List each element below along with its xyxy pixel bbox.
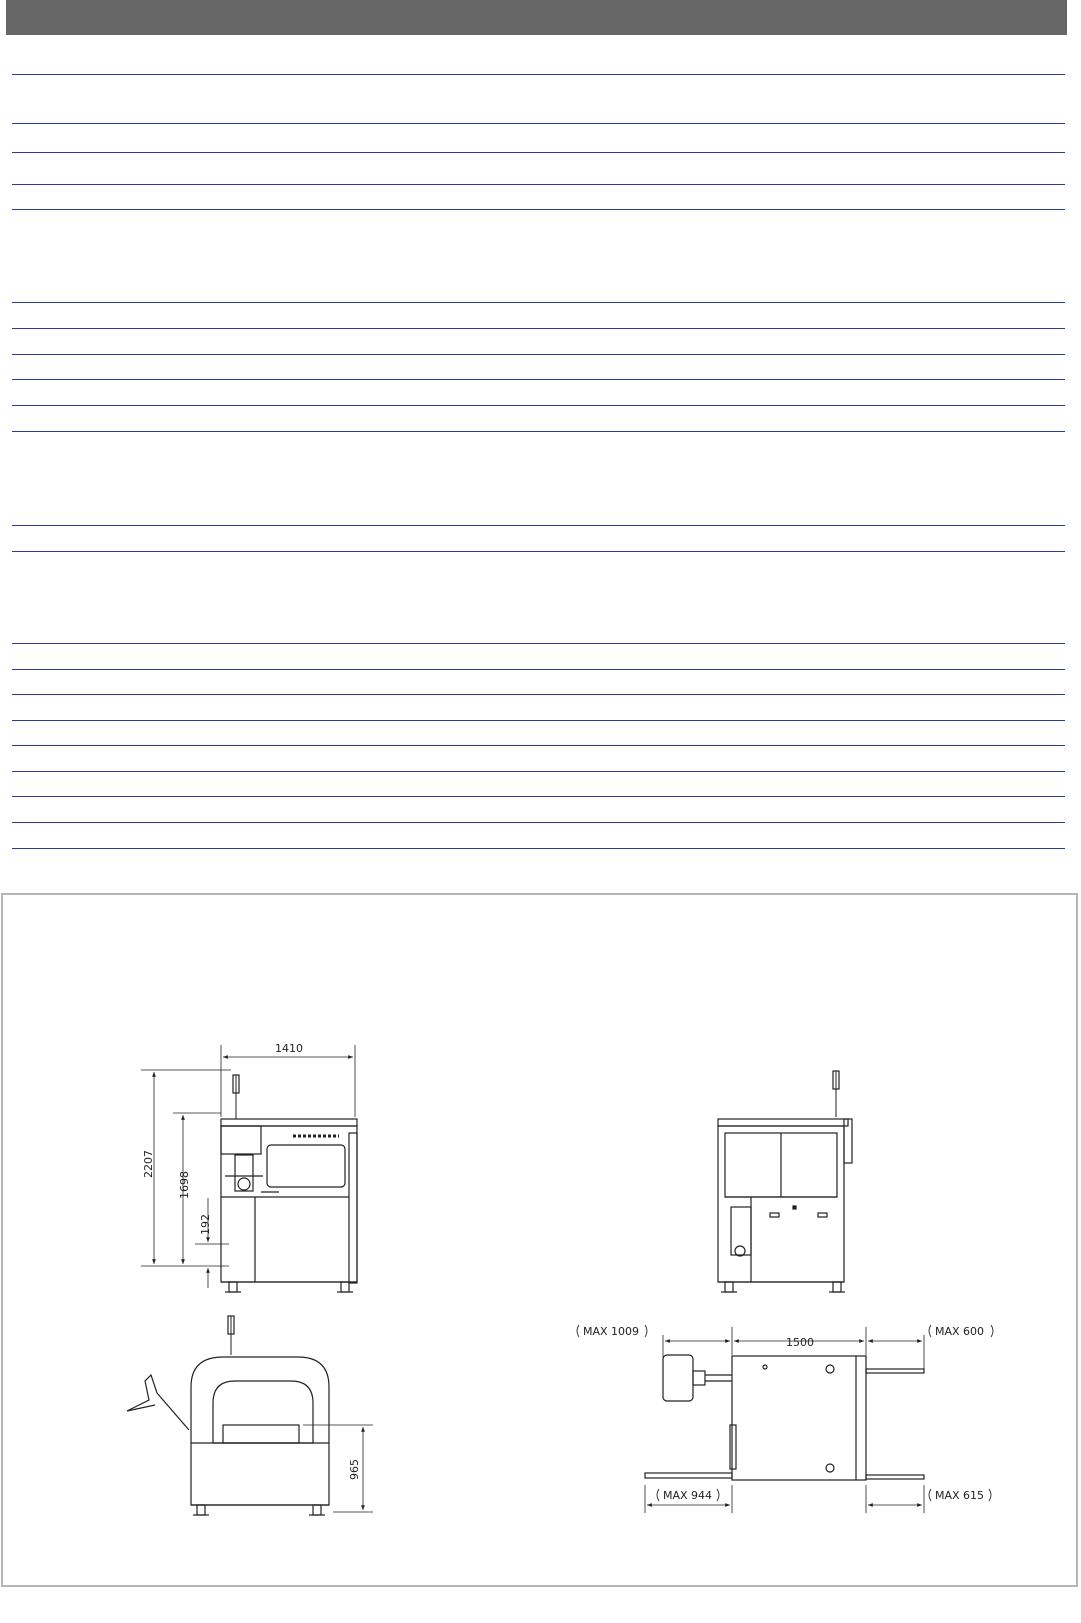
dim-max-600: MAX 600 — [935, 1325, 985, 1338]
front-view-drawing — [127, 1316, 329, 1515]
table-row-divider — [12, 354, 1065, 355]
side-view-dimensions — [141, 1045, 355, 1288]
dim-table-height-965: 965 — [348, 1459, 361, 1480]
table-row-divider — [12, 745, 1065, 746]
table-row-divider — [12, 525, 1065, 526]
side-view-drawing — [221, 1075, 357, 1292]
table-row-divider — [12, 796, 1065, 797]
dim-length-1500: 1500 — [786, 1336, 814, 1349]
table-row-divider — [12, 302, 1065, 303]
drawings-panel — [1, 893, 1078, 1587]
dim-max-1009: MAX 1009 — [583, 1325, 640, 1338]
table-row-divider — [12, 405, 1065, 406]
dim-height-1698: 1698 — [178, 1171, 191, 1199]
rear-view-drawing — [718, 1071, 852, 1292]
dim-max-944: MAX 944 — [663, 1489, 713, 1502]
table-row-divider — [12, 771, 1065, 772]
table-row-divider — [12, 328, 1065, 329]
table-row-divider — [12, 209, 1065, 210]
dim-width-1410: 1410 — [275, 1042, 303, 1055]
table-row-divider — [12, 694, 1065, 695]
dim-clearance-192: 192 — [199, 1214, 212, 1235]
table-row-divider — [12, 848, 1065, 849]
table-row-divider — [12, 74, 1065, 75]
table-row-divider — [12, 431, 1065, 432]
dim-max-615: MAX 615 — [935, 1489, 985, 1502]
table-row-divider — [12, 379, 1065, 380]
technical-drawings — [3, 895, 1076, 1585]
table-row-divider — [12, 184, 1065, 185]
table-row-divider — [12, 152, 1065, 153]
table-row-divider — [12, 822, 1065, 823]
dim-height-2207: 2207 — [142, 1150, 155, 1178]
table-row-divider — [12, 720, 1065, 721]
table-row-divider — [12, 551, 1065, 552]
top-view-drawing — [645, 1355, 924, 1480]
dim-parentheses — [577, 1325, 993, 1501]
table-row-divider — [12, 643, 1065, 644]
table-row-divider — [12, 123, 1065, 124]
table-row-divider — [12, 669, 1065, 670]
